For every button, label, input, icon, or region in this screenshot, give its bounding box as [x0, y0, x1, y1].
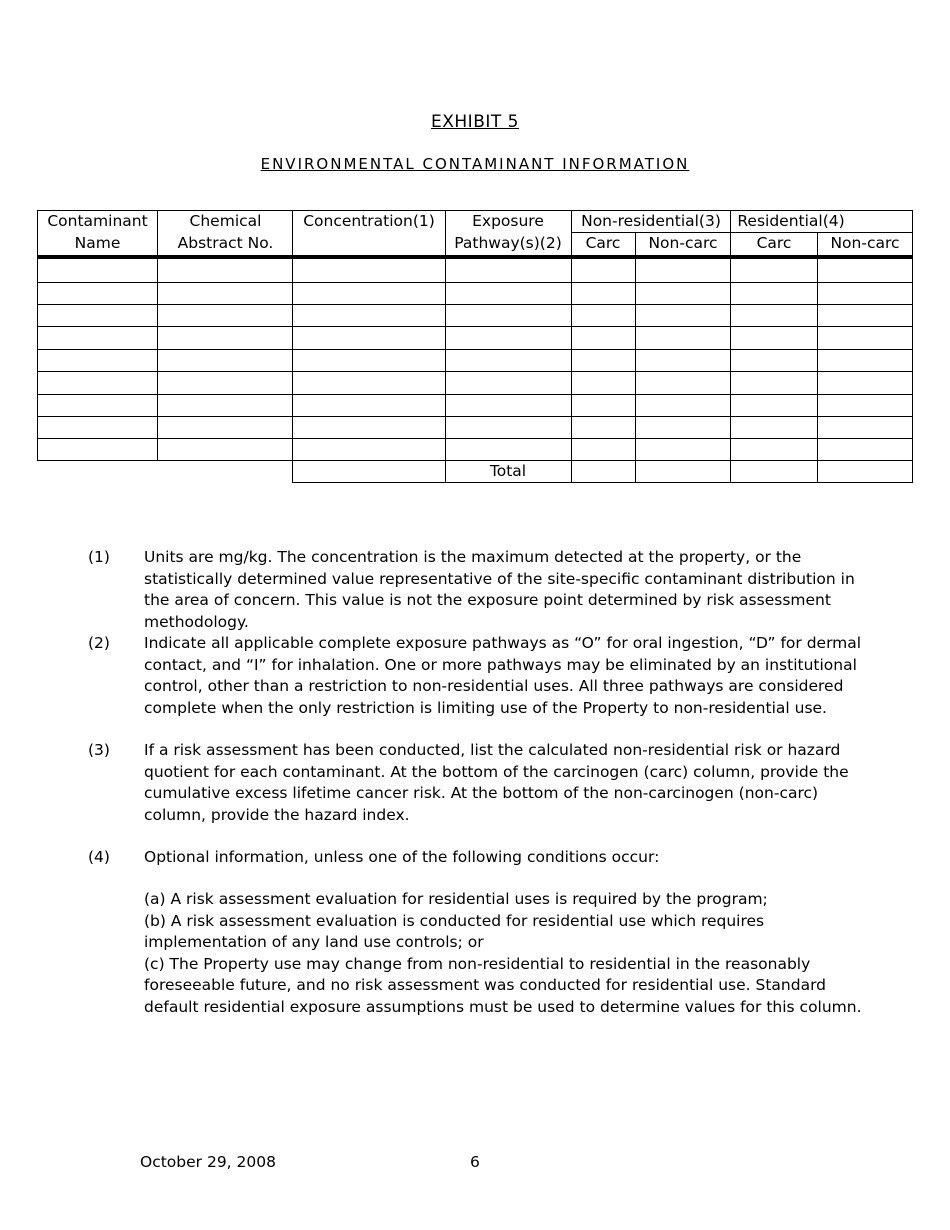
note-number: (1)	[88, 548, 110, 566]
header-rule	[37, 255, 913, 259]
table-border-top	[37, 210, 913, 211]
note-number: (3)	[88, 741, 110, 759]
col-line	[157, 210, 158, 461]
col-line	[817, 232, 818, 483]
col-line	[37, 210, 38, 461]
footer-date: October 29, 2008	[140, 1153, 276, 1171]
header-res-carc: Carc	[756, 234, 792, 252]
row-line	[37, 326, 913, 327]
condition-c: (c) The Property use may change from non-residential to residential in the reasonably foreseeable future, and no risk assessment was conducted for residential use. Standard default residential exposure assumptions must be used to determine values for this column.	[144, 954, 862, 1016]
contaminant-table	[37, 210, 913, 484]
note-text: Units are mg/kg. The concentration is the maximum detected at the property, or the statistically determined value representative of the site-specific contaminant distribution in the area of concern. This value is not the exposure point determined by risk assessment methodology.	[144, 548, 855, 631]
col-line	[571, 210, 572, 483]
header-nonres-noncarc: Non-carc	[648, 234, 718, 252]
row-line	[37, 349, 913, 350]
total-label: Total	[489, 462, 527, 480]
row-line	[37, 371, 913, 372]
header-exposure-pathway: Exposure Pathway(s)(2)	[454, 212, 562, 252]
page-number: 6	[470, 1153, 480, 1171]
condition-b: (b) A risk assessment evaluation is conducted for residential use which requires implementation of any land use controls; or	[144, 911, 765, 951]
note-text: Optional information, unless one of the following conditions occur:	[144, 848, 660, 866]
row-line	[37, 394, 913, 395]
header-concentration: Concentration(1)	[303, 212, 435, 230]
header-nonres-carc: Carc	[585, 234, 621, 252]
condition-a: (a) A risk assessment evaluation for residential uses is required by the program;	[144, 890, 768, 908]
header-chemical-abstract: Chemical Abstract No.	[177, 212, 274, 252]
row-line	[37, 438, 913, 439]
header-contaminant-name: Contaminant Name	[47, 212, 148, 252]
header-nonresidential: Non-residential(3)	[581, 212, 721, 230]
exhibit-title: EXHIBIT 5	[431, 112, 519, 132]
note-number: (2)	[88, 634, 110, 652]
note-number: (4)	[88, 848, 110, 866]
note-text: Indicate all applicable complete exposure pathways as “O” for oral ingestion, “D” for dermal contact, and “I” for inhalation. One or more pathways may be eliminated by an institutional control, other than a restriction to non-residential uses. All three pathways are considered complete when the only restriction is limiting use of the Property to non-residential use.	[144, 634, 862, 717]
header-res-noncarc: Non-carc	[830, 234, 900, 252]
row-line	[37, 282, 913, 283]
header-residential: Residential(4)	[737, 212, 845, 230]
note-text: If a risk assessment has been conducted, list the calculated non-residential risk or hazard quotient for each contaminant. At the bottom of the carcinogen (carc) column, provide the cumulative excess lifetime cancer risk. At the bottom of the non-carcinogen (non-carc) column, provide the hazard index.	[144, 741, 849, 824]
col-line	[912, 210, 913, 483]
col-line	[445, 210, 446, 483]
header-subdivider	[571, 232, 913, 233]
col-line	[730, 210, 731, 483]
condition-list	[144, 889, 874, 1018]
section-title: ENVIRONMENTAL CONTAMINANT INFORMATION	[260, 155, 690, 173]
total-row-bottom	[292, 482, 913, 483]
row-line	[37, 416, 913, 417]
col-line	[292, 210, 293, 483]
row-line	[37, 304, 913, 305]
col-line	[635, 232, 636, 483]
